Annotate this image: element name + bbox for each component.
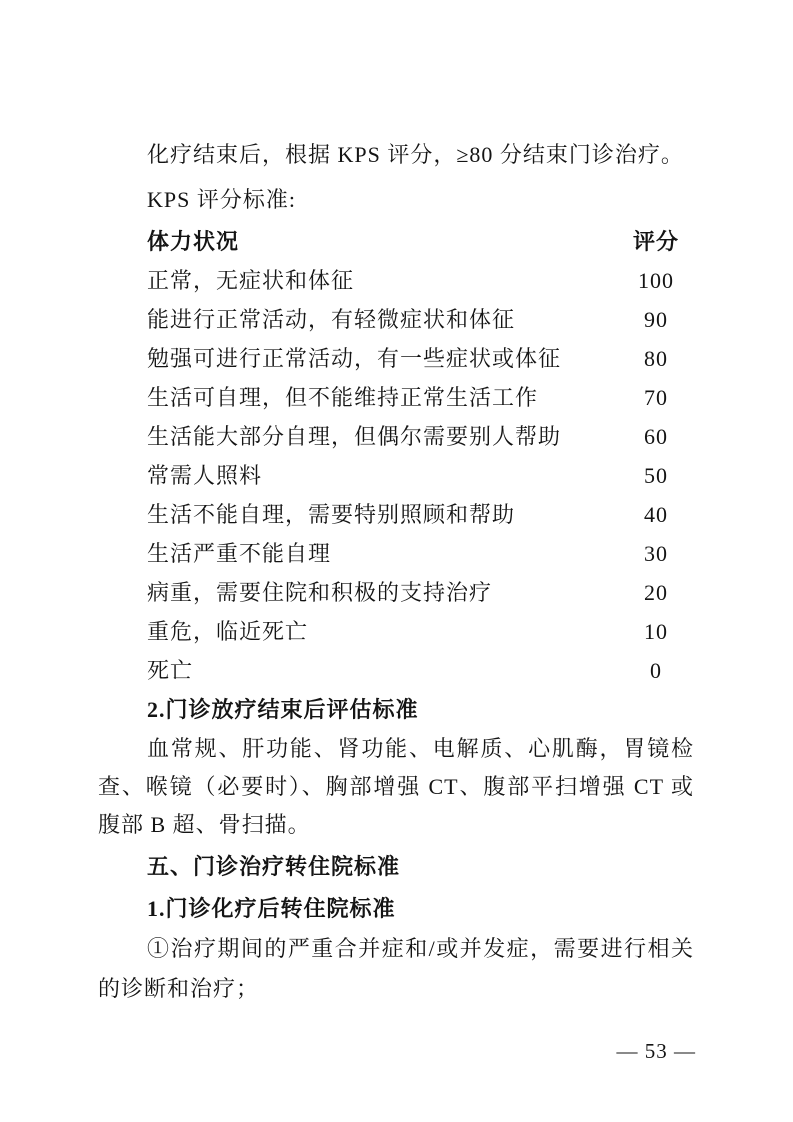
status-cell: 勉强可进行正常活动，有一些症状或体征 [147,346,562,371]
table-row [98,339,694,378]
table-row [98,261,694,300]
status-cell: 重危，临近死亡 [147,619,309,644]
status-column-header: 体力状况 [147,229,240,254]
table-row [98,651,694,690]
section2-heading: 2.门诊放疗结束后评估标准 [147,697,419,722]
score-cell: 0 [650,658,662,683]
status-cell: 正常，无症状和体征 [147,268,355,293]
table-row [98,495,694,534]
intro-paragraph: 化疗结束后，根据 KPS 评分，≥80 分结束门诊治疗。 [147,142,684,167]
score-cell: 60 [644,424,668,449]
kps-table [98,222,694,690]
kps-table-rows [98,261,694,690]
page-number: — 53 — [616,1039,696,1063]
page-content [98,132,694,1009]
kps-caption: KPS 评分标准: [147,187,296,212]
status-cell: 生活能大部分自理，但偶尔需要别人帮助 [147,424,562,449]
score-cell: 50 [644,463,668,488]
status-cell: 能进行正常活动，有轻微症状和体征 [147,307,516,332]
status-cell: 生活不能自理，需要特别照顾和帮助 [147,502,516,527]
kps-table-header [98,222,694,261]
score-cell: 100 [638,268,674,293]
section5-heading: 五、门诊治疗转住院标准 [147,854,401,879]
status-cell: 病重，需要住院和积极的支持治疗 [147,580,493,605]
table-row [98,378,694,417]
status-cell: 生活可自理，但不能维持正常生活工作 [147,385,539,410]
status-cell: 常需人照料 [147,463,263,488]
score-cell: 10 [644,619,668,644]
status-cell: 生活严重不能自理 [147,541,332,566]
section5-sub-heading: 1.门诊化疗后转住院标准 [147,896,396,921]
table-row [98,417,694,456]
score-cell: 30 [644,541,668,566]
score-cell: 90 [644,307,668,332]
table-row [98,573,694,612]
score-column-header: 评分 [632,229,679,254]
section5-item1-paragraph: ①治疗期间的严重合并症和/或并发症，需要进行相关的诊断和治疗； [98,936,694,1001]
section2-paragraph: 血常规、肝功能、肾功能、电解质、心肌酶，胃镜检查、喉镜（必要时）、胸部增强 CT、腹部平扫增强 CT 或腹部 B 超、骨扫描。 [98,736,694,837]
score-cell: 40 [644,502,668,527]
table-row [98,612,694,651]
score-cell: 20 [644,580,668,605]
status-cell: 死亡 [147,658,194,683]
table-row [98,534,694,573]
score-cell: 70 [644,385,668,410]
table-row [98,300,694,339]
table-row [98,456,694,495]
score-cell: 80 [644,346,668,371]
